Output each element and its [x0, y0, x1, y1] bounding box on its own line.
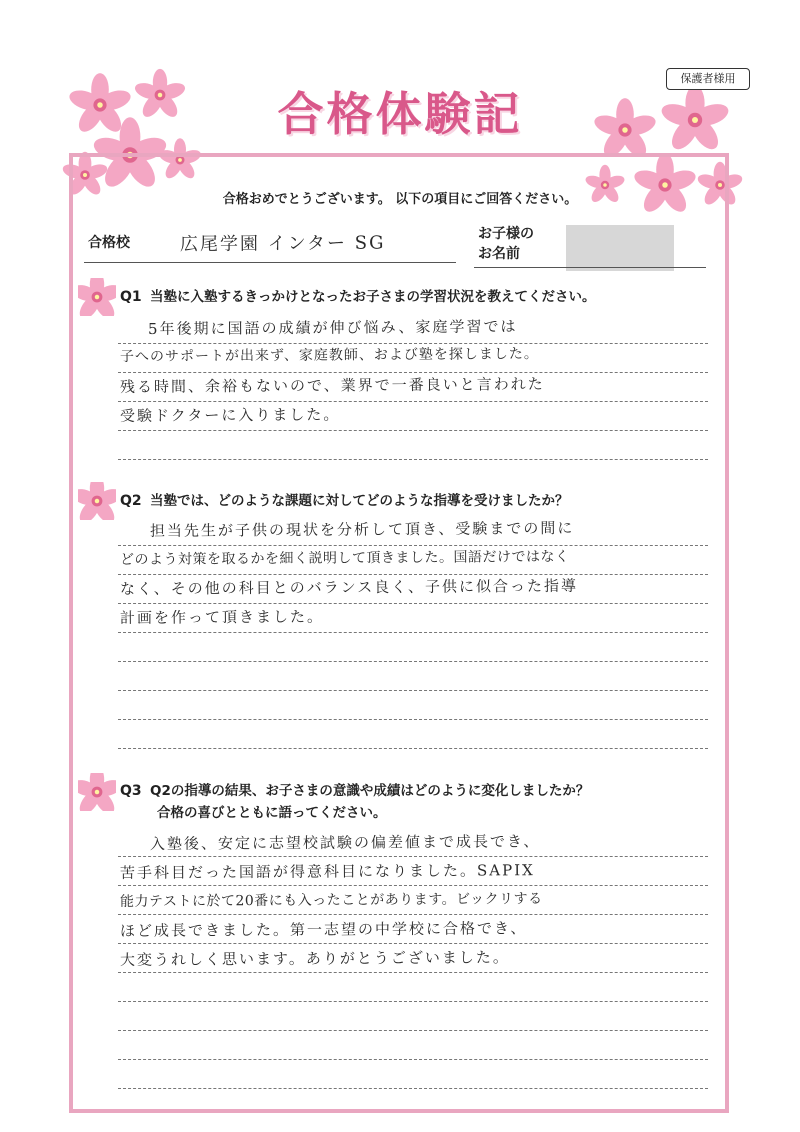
q1-blossom-icon	[78, 278, 116, 316]
child-name-label-line2: お名前	[478, 246, 520, 262]
rule	[118, 1059, 708, 1060]
q1-answer-line-1: 5年後期に国語の成績が伸び悩み、家庭学習では	[147, 317, 518, 338]
q3-question-line-2: 合格の喜びとともに語ってください。	[157, 805, 387, 821]
q3-label: Q3	[120, 783, 142, 799]
rule	[118, 661, 708, 662]
q2-label: Q2	[120, 493, 142, 509]
school-value: 広尾学園 インター SG	[179, 232, 386, 255]
q3-question-line-1: Q2の指導の結果、お子さまの意識や成績はどのように変化しましたか？	[150, 783, 590, 799]
q1-answer-line-3: 残る時間、余裕もないので、業界で一番良いと言われた	[119, 375, 545, 396]
page-title: 合格体験記	[277, 87, 523, 141]
rule	[118, 574, 708, 575]
q1-answer-line-4: 受験ドクターに入りました。	[119, 405, 341, 425]
q2-answer-line-1: 担当先生が子供の現状を分析して頂き、受験までの間に	[149, 519, 575, 540]
q1-question: 当塾に入塾するきっかけとなったお子さまの学習状況を教えてください。	[150, 289, 596, 305]
rule	[118, 972, 708, 973]
rule	[118, 401, 708, 402]
rule	[118, 603, 708, 604]
q3-answer-line-1: 入塾後、安定に志望校試験の偏差値まで成長でき、	[149, 832, 541, 853]
rule	[118, 748, 708, 749]
intro-text: 合格おめでとうございます。 以下の項目にご回答ください。	[222, 192, 578, 207]
rule	[118, 719, 708, 720]
q2-question: 当塾では、どのような課題に対してどのような指導を受けましたか？	[150, 493, 569, 509]
rule	[118, 459, 708, 460]
child-name-label-line1: お子様の	[478, 226, 534, 242]
q3-answer-line-5: 大変うれしく思います。ありがとうございました。	[119, 948, 510, 969]
child-name-redacted	[566, 225, 674, 271]
rule	[118, 1088, 708, 1089]
rule	[118, 885, 708, 886]
rule	[118, 690, 708, 691]
q2-blossom-icon	[78, 482, 116, 520]
rule	[118, 914, 708, 915]
rule	[118, 943, 708, 944]
rule	[118, 1001, 708, 1002]
q3-answer-line-4: ほど成長できました。第一志望の中学校に合格でき、	[119, 919, 528, 940]
rule	[118, 343, 708, 344]
q3-answer-line-3: 能力テストに於て20番にも入ったことがあります。ビックリする	[119, 891, 543, 910]
q2-answer-line-3: なく、その他の科目とのバランス良く、子供に似合った指導	[119, 576, 579, 598]
rule	[118, 372, 708, 373]
rule	[118, 545, 708, 546]
q1-label: Q1	[120, 289, 142, 305]
rule	[118, 1030, 708, 1031]
rule	[118, 856, 708, 857]
q2-answer-line-2: どのよう対策を取るかを細く説明して頂きました。国語だけではなく	[119, 548, 570, 568]
q1-answer-line-2: 子へのサポートが出来ず、家庭教師、および塾を探しました。	[119, 346, 539, 365]
school-label: 合格校	[88, 235, 130, 251]
rule	[118, 430, 708, 431]
child-name-underline	[474, 267, 706, 268]
q2-answer-line-4: 計画を作って頂きました。	[119, 607, 325, 627]
rule	[118, 632, 708, 633]
q3-answer-line-2: 苦手科目だった国語が得意科目になりました。SAPIX	[119, 861, 535, 882]
audience-tag: 保護者様用	[666, 68, 750, 90]
school-underline	[84, 262, 456, 263]
q3-blossom-icon	[78, 773, 116, 811]
